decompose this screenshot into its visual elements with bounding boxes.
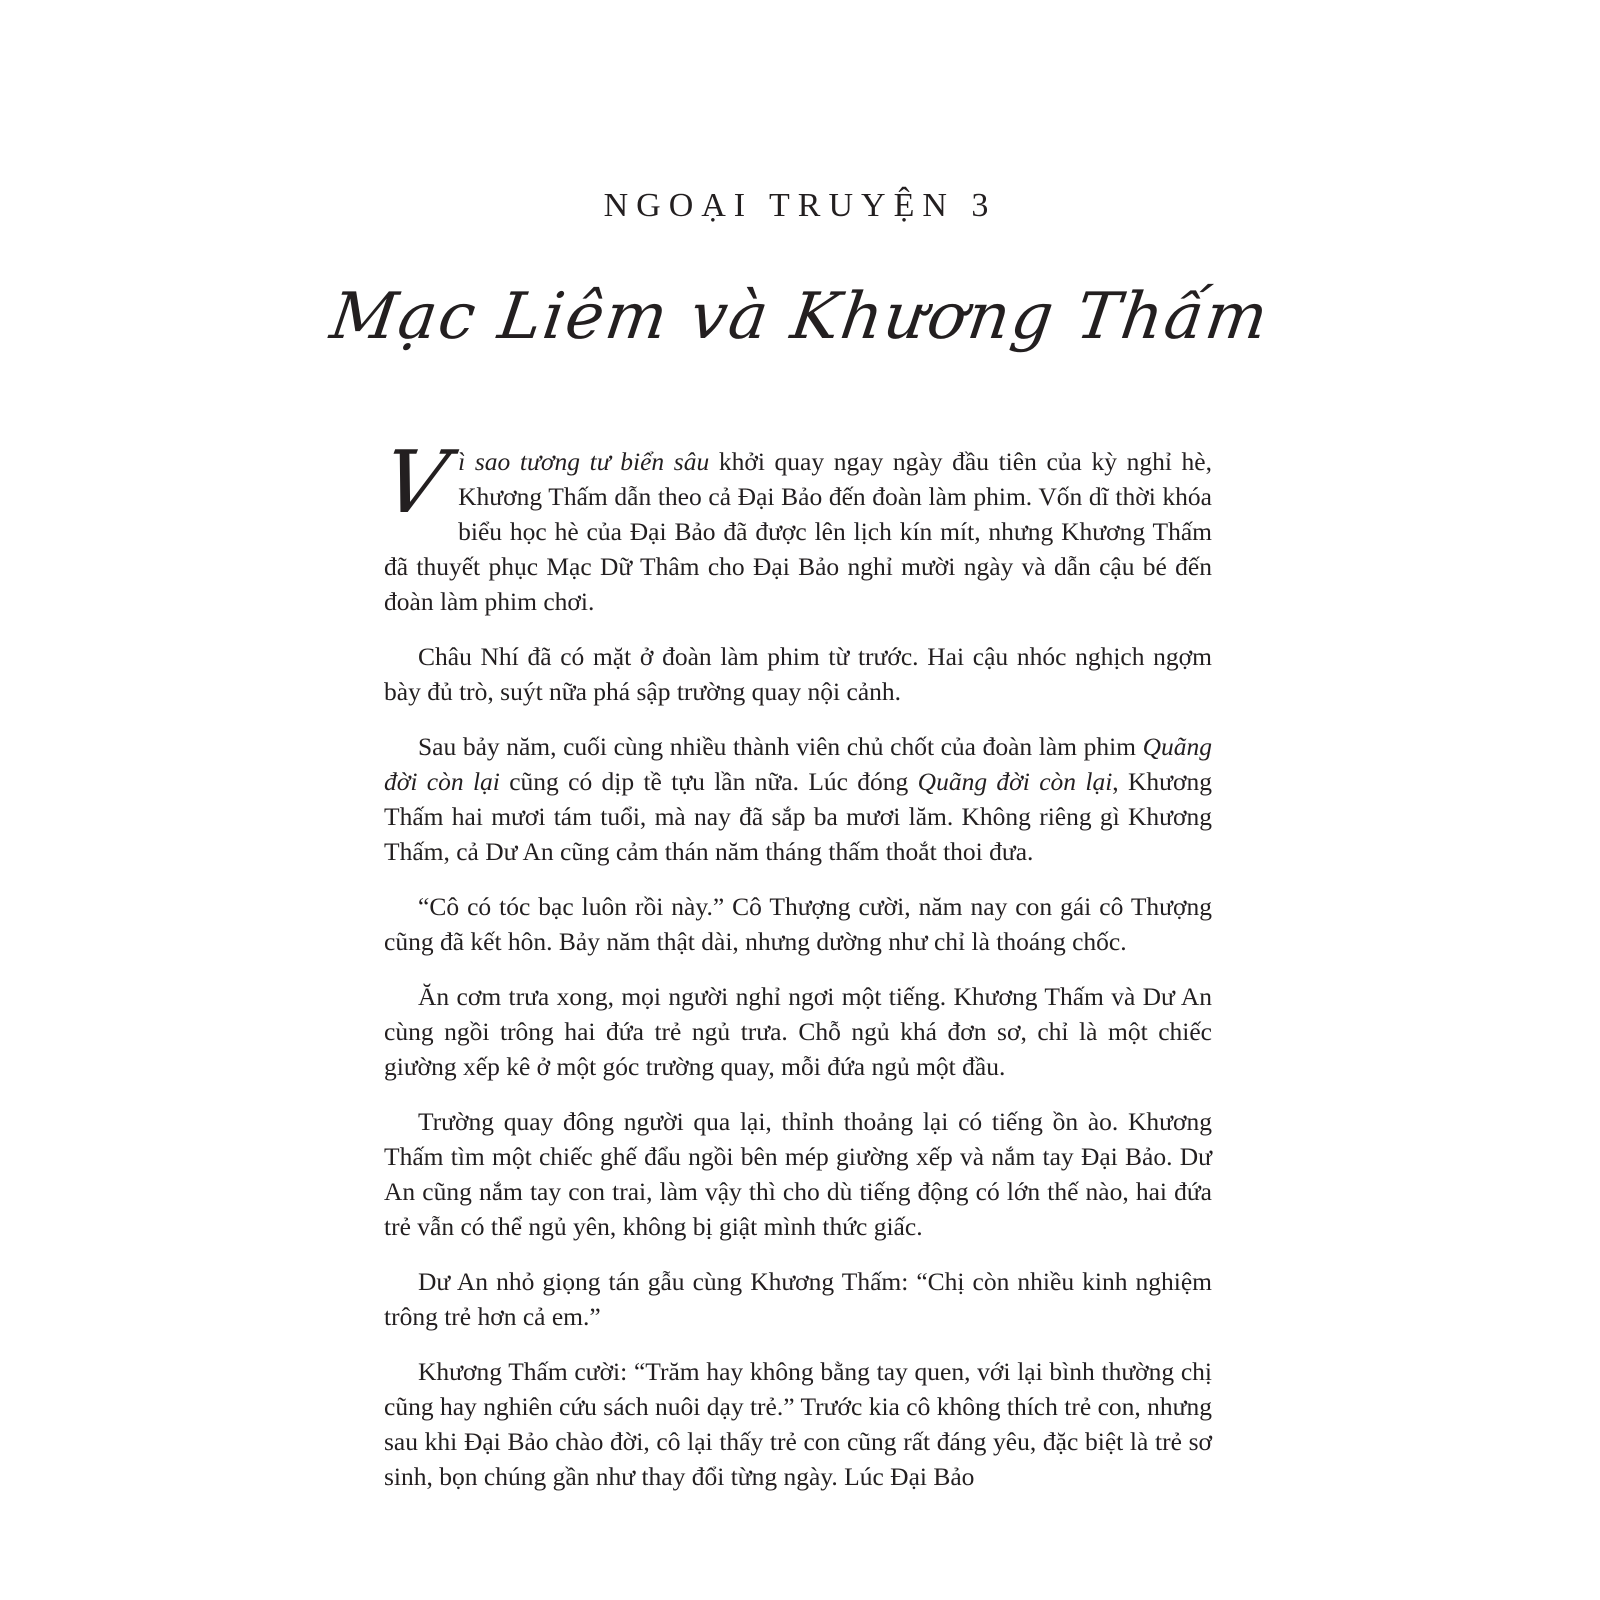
paragraph-text: Sau bảy năm, cuối cùng nhiều thành viên chủ chốt của đoàn làm phim xyxy=(418,732,1143,761)
paragraph-3 xyxy=(384,729,1212,869)
paragraph-6 xyxy=(384,1104,1212,1244)
chapter-label: NGOẠI TRUYỆN 3 xyxy=(603,187,997,224)
paragraph-text: Châu Nhí đã có mặt ở đoàn làm phim từ trước. Hai cậu nhóc nghịch ngợm bày đủ trò, suýt nữa phá sập trường quay nội cảnh. xyxy=(384,642,1212,706)
paragraph-7 xyxy=(384,1264,1212,1334)
drop-cap: V xyxy=(375,433,455,533)
body-text xyxy=(375,433,1212,1514)
paragraph-text: Ăn cơm trưa xong, mọi người nghỉ ngơi một tiếng. Khương Thấm và Dư An cùng ngồi trông hai đứa trẻ ngủ trưa. Chỗ ngủ khá đơn sơ, chỉ là một chiếc giường xếp kê ở một góc trường quay, mỗi đứa ngủ một đầu. xyxy=(384,982,1212,1081)
chapter-title: Mạc Liêm và Khương Thấm xyxy=(326,280,1274,354)
paragraph-8 xyxy=(384,1354,1212,1494)
paragraph-1 xyxy=(375,433,1212,619)
paragraph-text: , Khương Thấm hai mươi tám tuổi, mà nay đã sắp ba mươi lăm. Không riêng gì Khương Thấm, cả Dư An cũng cảm thán năm tháng thấm thoắt thoi đưa. xyxy=(384,767,1212,866)
book-title-italic: Quãng đời còn lại xyxy=(917,767,1113,796)
paragraph-4 xyxy=(384,889,1212,959)
lead-italic-text: ì sao tương tư biển sâu xyxy=(458,447,710,476)
paragraph-text: Khương Thấm cười: “Trăm hay không bằng tay quen, với lại bình thường chị cũng hay nghiên cứu sách nuôi dạy trẻ.” Trước kia cô không thích trẻ con, nhưng sau khi Đại Bảo chào đời, cô lại thấy trẻ con cũng rất đáng yêu, đặc biệt là trẻ sơ sinh, bọn chúng gần như thay đổi từng ngày. Lúc Đại Bảo xyxy=(384,1357,1212,1491)
paragraph-2 xyxy=(384,639,1212,709)
paragraph-text: khởi quay ngay ngày đầu tiên của kỳ nghỉ hè, Khương Thấm dẫn theo cả Đại Bảo đến đoàn làm phim. Vốn dĩ thời khóa biểu học hè của Đại Bảo đã được lên lịch kín mít, nhưng Khương Thấm đã thuyết phục Mạc Dữ Thâm cho Đại Bảo nghỉ mười ngày và dẫn cậu bé đến đoàn làm phim chơi. xyxy=(384,447,1212,616)
book-title-italic: Quãng đời còn lại xyxy=(384,732,1212,796)
paragraph-5 xyxy=(384,979,1212,1084)
paragraph-text: Trường quay đông người qua lại, thỉnh thoảng lại có tiếng ồn ào. Khương Thấm tìm một chiếc ghế đẩu ngồi bên mép giường xếp và nắm tay Đại Bảo. Dư An cũng nắm tay con trai, làm vậy thì cho dù tiếng động có lớn thế nào, hai đứa trẻ vẫn có thể ngủ yên, không bị giật mình thức giấc. xyxy=(384,1107,1212,1241)
paragraph-text: “Cô có tóc bạc luôn rồi này.” Cô Thượng cười, năm nay con gái cô Thượng cũng đã kết hôn. Bảy năm thật dài, nhưng dường như chỉ là thoáng chốc. xyxy=(384,892,1212,956)
paragraph-text: Dư An nhỏ giọng tán gẫu cùng Khương Thấm: “Chị còn nhiều kinh nghiệm trông trẻ hơn cả em.” xyxy=(384,1267,1212,1331)
paragraph-text: cũng có dịp tề tựu lần nữa. Lúc đóng xyxy=(499,767,918,796)
